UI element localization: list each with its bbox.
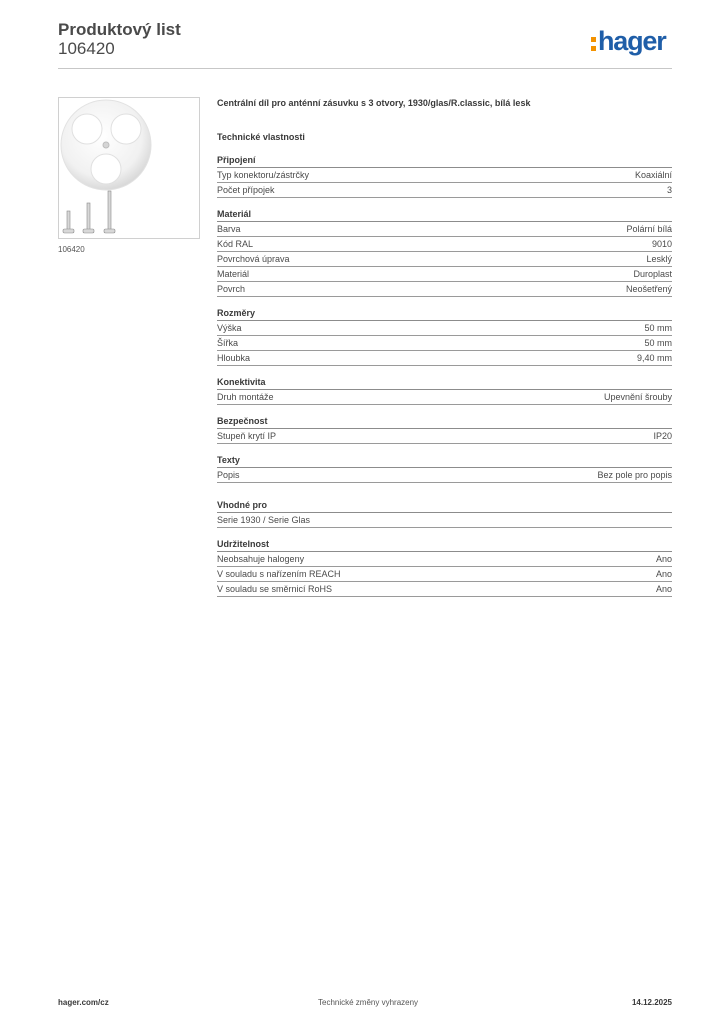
spec-label: Hloubka (217, 353, 251, 363)
section-safety (217, 416, 672, 444)
section-title: Vhodné pro (217, 500, 672, 513)
spec-value: Lesklý (646, 254, 672, 264)
section-title: Udržitelnost (217, 539, 672, 552)
spec-label: Serie 1930 / Serie Glas (217, 515, 311, 525)
spec-value: Koaxiální (634, 170, 672, 180)
logo-text: hager (598, 26, 666, 56)
antenna-cover-plate-icon (59, 98, 199, 238)
spec-label: Stupeň krytí IP (217, 431, 277, 441)
spec-value: Ano (655, 584, 672, 594)
section-connectivity (217, 377, 672, 405)
section-sustainability (217, 539, 672, 597)
section-title: Bezpečnost (217, 416, 672, 429)
section-title: Rozměry (217, 308, 672, 321)
spec-row (217, 513, 672, 528)
spec-label: Neobsahuje halogeny (217, 554, 305, 564)
spec-value: 50 mm (644, 338, 672, 348)
spec-label: Materiál (217, 269, 250, 279)
spec-value: Bez pole pro popis (597, 470, 672, 480)
spec-label: V souladu s nařízením REACH (217, 569, 341, 579)
spec-row (217, 390, 672, 405)
spec-label: Druh montáže (217, 392, 274, 402)
technical-properties-heading: Technické vlastnosti (217, 132, 305, 142)
document-number: 106420 (58, 39, 115, 58)
spec-row (217, 237, 672, 252)
spec-content (217, 96, 672, 597)
spec-value: Ano (655, 569, 672, 579)
spec-value: Neošetřený (625, 284, 672, 294)
spec-value: IP20 (653, 431, 672, 441)
footer-date: 14.12.2025 (631, 998, 672, 1007)
spec-value: Upevnění šrouby (603, 392, 672, 402)
section-title: Materiál (217, 209, 672, 222)
spec-row (217, 183, 672, 198)
spec-label: Šířka (217, 338, 239, 348)
document-title: Produktový list (58, 20, 181, 39)
section-texts (217, 455, 672, 483)
spec-label: Výška (217, 323, 242, 333)
spec-label: Popis (217, 470, 240, 480)
header-divider (58, 68, 672, 69)
spec-label: Kód RAL (217, 239, 254, 249)
logo-dots-icon (591, 34, 597, 52)
spec-value: 9,40 mm (636, 353, 672, 363)
spec-row (217, 252, 672, 267)
footer-website: hager.com/cz (58, 998, 109, 1007)
section-title: Texty (217, 455, 672, 468)
section-dimensions (217, 308, 672, 366)
spec-label: Počet přípojek (217, 185, 275, 195)
spec-row (217, 321, 672, 336)
section-connection (217, 155, 672, 198)
product-description: Centrální díl pro anténní zásuvku s 3 otvory, 1930/glas/R.classic, bílá lesk (217, 98, 531, 108)
product-image (58, 97, 200, 239)
spec-value: 9010 (651, 239, 672, 249)
spec-row (217, 468, 672, 483)
spec-label: V souladu se směrnicí RoHS (217, 584, 333, 594)
footer-note: Technické změny vyhrazeny (318, 998, 419, 1007)
spec-label: Typ konektoru/zástrčky (217, 170, 310, 180)
spec-value: 50 mm (644, 323, 672, 333)
spec-row (217, 351, 672, 366)
spec-row (217, 267, 672, 282)
spec-row (217, 582, 672, 597)
spec-label: Povrchová úprava (217, 254, 290, 264)
section-material (217, 209, 672, 297)
section-suitable-for (217, 500, 672, 528)
spec-row (217, 567, 672, 582)
spec-value: Polární bílá (626, 224, 672, 234)
spec-label: Barva (217, 224, 241, 234)
image-caption: 106420 (58, 245, 85, 254)
spec-value: Duroplast (633, 269, 672, 279)
spec-label: Povrch (217, 284, 246, 294)
spec-row (217, 282, 672, 297)
spec-value: Ano (655, 554, 672, 564)
hager-logo (591, 26, 666, 57)
spec-row (217, 336, 672, 351)
section-title: Konektivita (217, 377, 672, 390)
spec-row (217, 222, 672, 237)
spec-value: 3 (666, 185, 672, 195)
spec-row (217, 429, 672, 444)
spec-row (217, 168, 672, 183)
spec-row (217, 552, 672, 567)
section-title: Připojení (217, 155, 672, 168)
